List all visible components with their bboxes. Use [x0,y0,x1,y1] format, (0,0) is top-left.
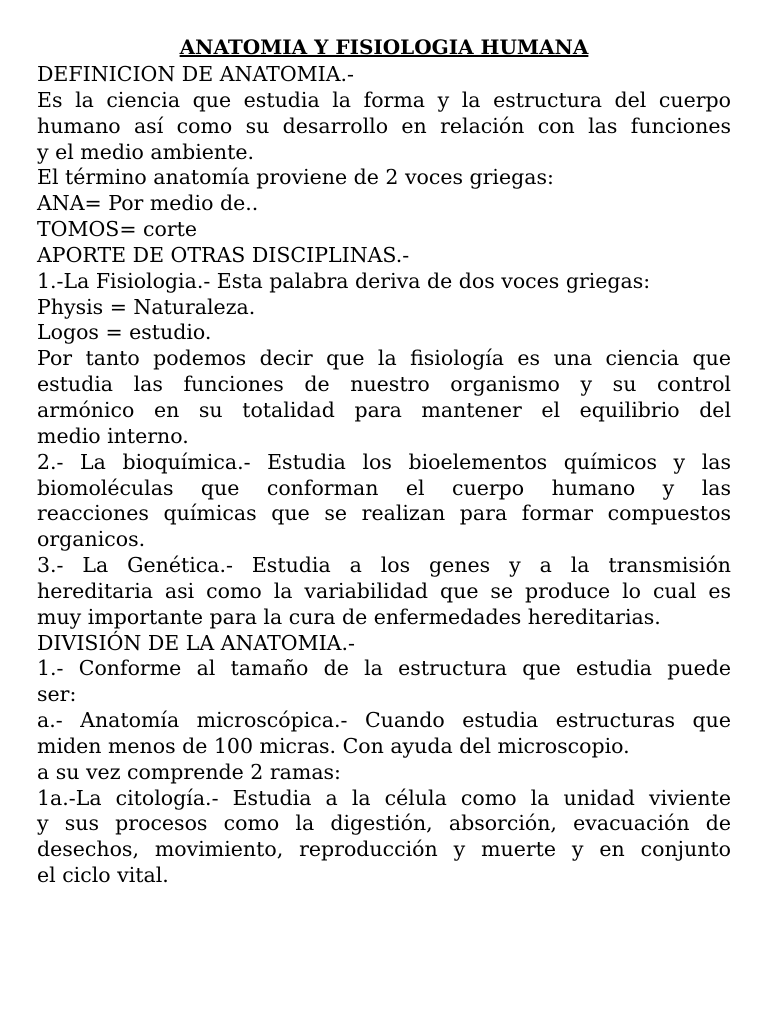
text-line: biomoléculas que conforman el cuerpo humano y las [37,475,731,500]
text-line: desechos, movimiento, reproducción y muerte y en conjunto [37,837,731,862]
text-line: El término anatomía proviene de 2 voces griegas: [37,165,554,190]
text-line: 2.- La bioquímica.- Estudia los bioelementos químicos y las [37,449,731,474]
text-line: ser: [37,682,77,707]
text-line: Es la ciencia que estudia la forma y la estructura del cuerpo [37,87,731,112]
text-line: 3.- La Genética.- Estudia a los genes y a la transmisión [37,553,731,578]
text-line: a su vez comprende 2 ramas: [37,759,341,784]
text-line: hereditaria asi como la variabilidad que se produce lo cual es [37,578,731,603]
text-line: DEFINICION DE ANATOMIA.- [37,62,354,86]
text-line: y el medio ambiente. [37,139,254,164]
text-line: miden menos de 100 micras. Con ayuda del microscopio. [37,733,630,758]
text-line: armónico en su totalidad para mantener el equilibrio del [37,397,731,422]
text-line: reacciones químicas que se realizan para formar compuestos [37,501,731,526]
text-line: ANA= Por medio de.. [37,191,259,216]
text-line: estudia las funciones de nuestro organismo y su control [37,372,731,397]
text-line: Logos = estudio. [37,320,212,345]
document-title: ANATOMIA Y FISIOLOGIA HUMANA [179,35,589,59]
text-line: organicos. [37,527,146,552]
text-line: 1.- Conforme al tamaño de la estructura que estudia puede [37,656,731,681]
text-line: TOMOS= corte [37,217,198,242]
text-line: Por tanto podemos decir que la fisiología es una ciencia que [37,346,731,371]
text-line: muy importante para la cura de enfermedades hereditarias. [37,604,661,629]
text-line: 1a.-La citología.- Estudia a la célula como la unidad viviente [37,785,731,810]
text-line: 1.-La Fisiologia.- Esta palabra deriva de dos voces griegas: [37,268,651,293]
text-line: el ciclo vital. [37,863,169,888]
text-line: APORTE DE OTRAS DISCIPLINAS.- [37,242,410,267]
text-line: a.- Anatomía microscópica.- Cuando estudia estructuras que [37,708,731,733]
text-line: DIVISIÓN DE LA ANATOMIA.- [37,630,355,655]
document-body [37,62,731,889]
text-line: humano así como su desarrollo en relación con las funciones [37,113,731,138]
text-line: Physis = Naturaleza. [37,294,256,319]
text-line: y sus procesos como la digestión, absorción, evacuación de [37,811,731,836]
text-line: medio interno. [37,423,189,448]
